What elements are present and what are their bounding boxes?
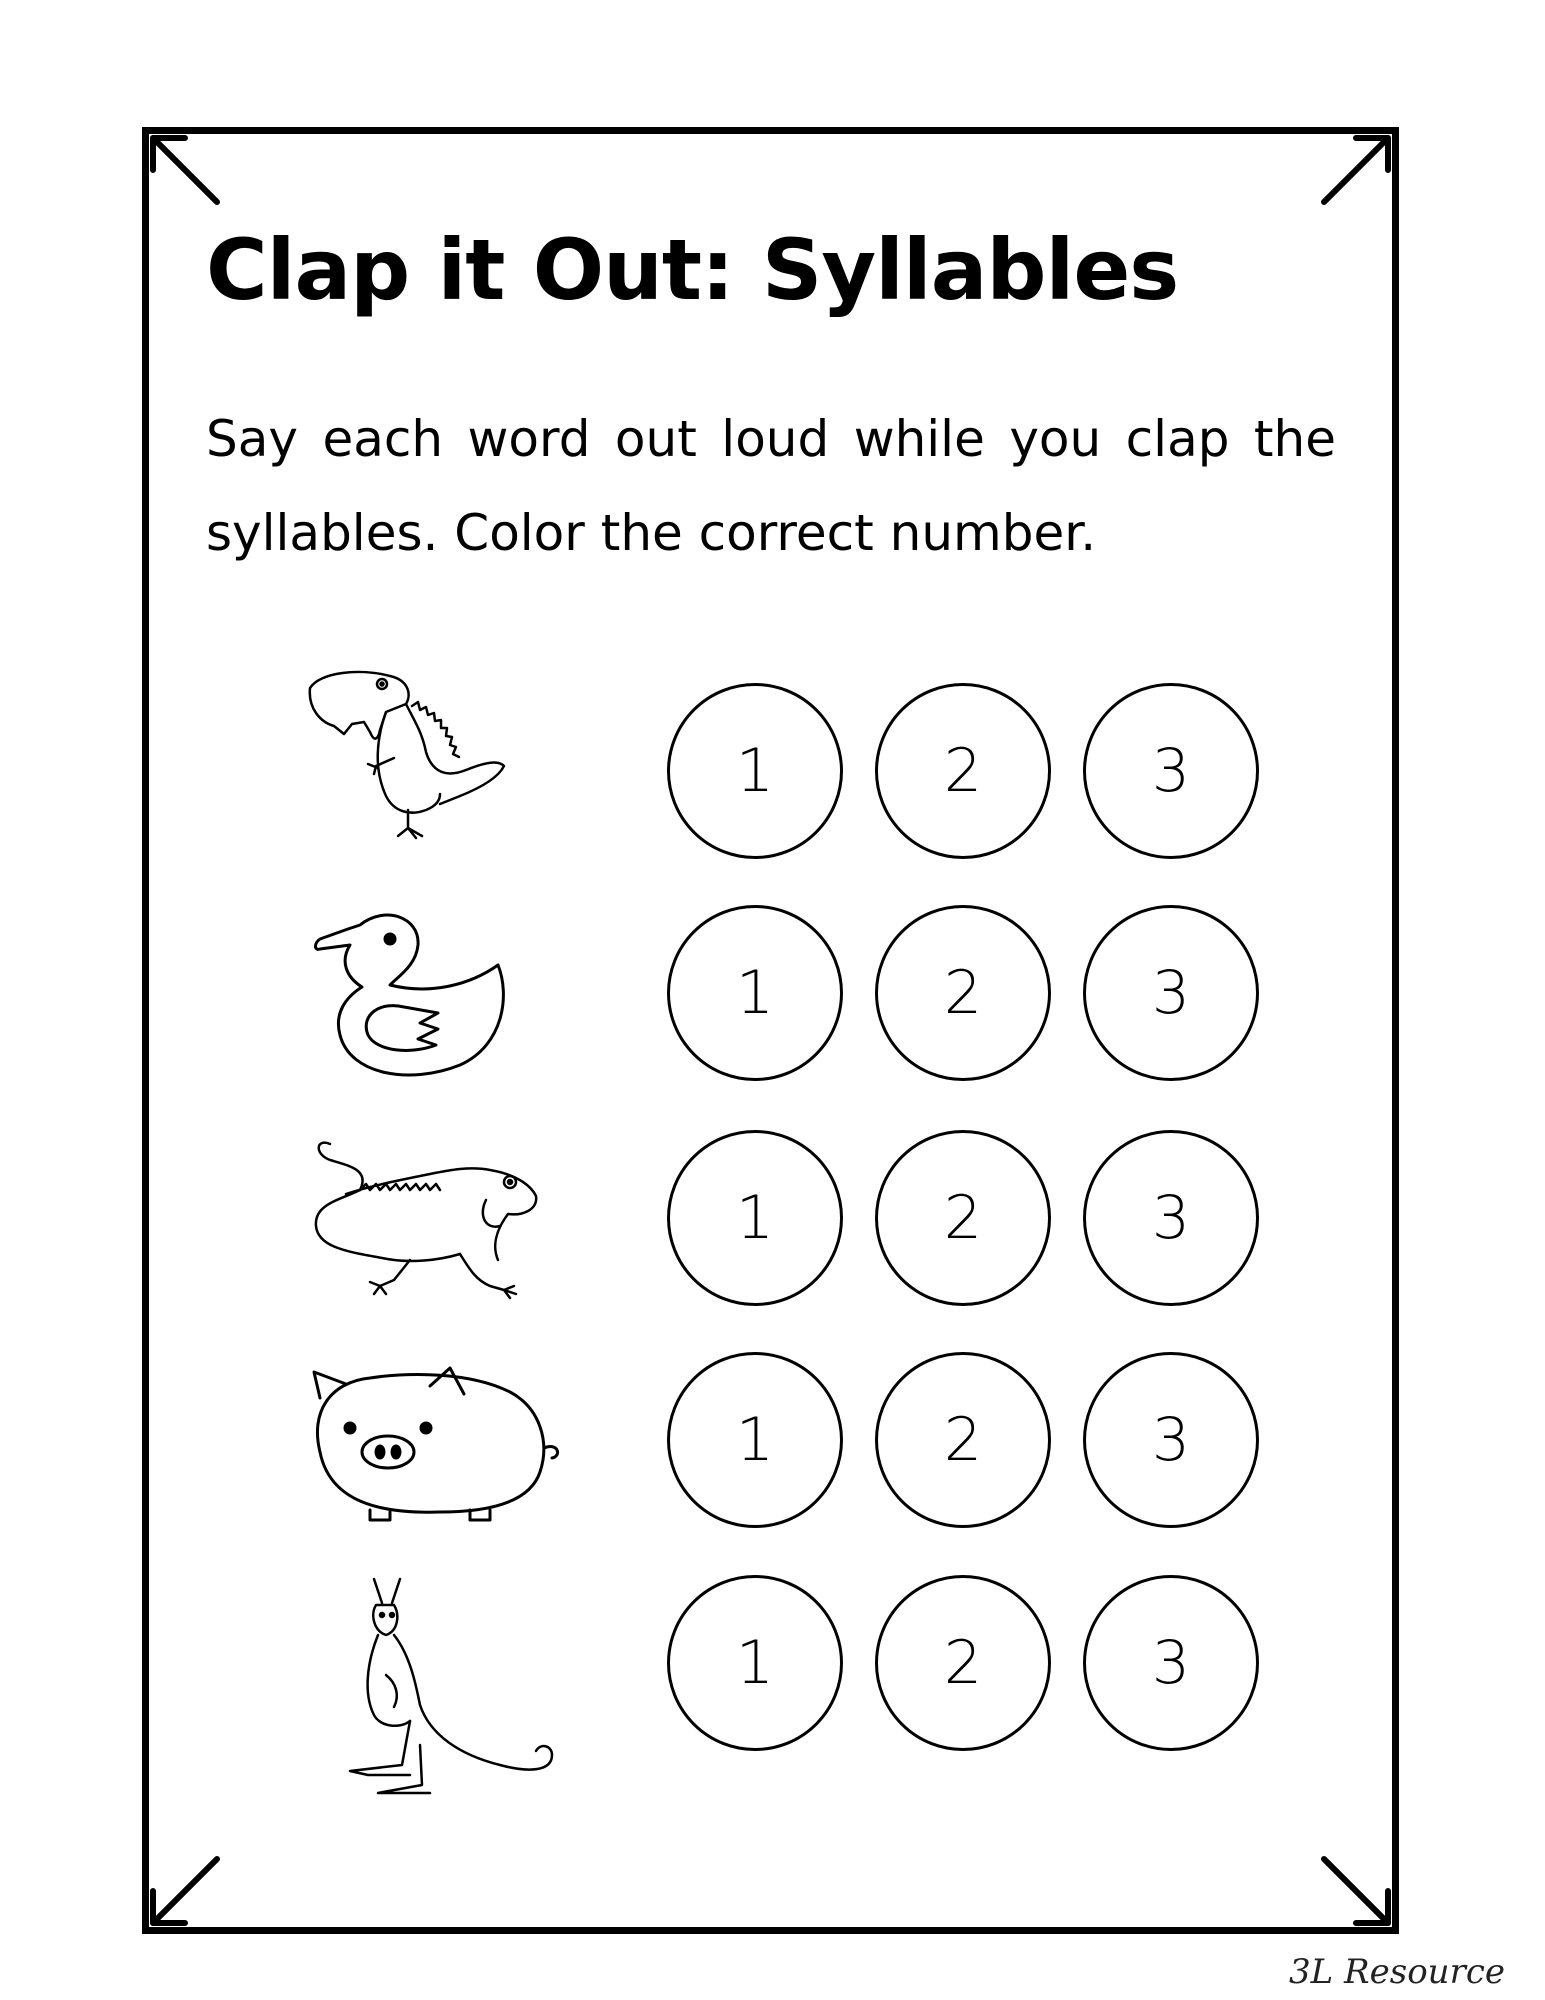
iguana-icon — [290, 1130, 610, 1320]
corner-arrow-icon — [145, 1851, 225, 1931]
brand-watermark: 3L Resource — [1289, 1952, 1505, 1992]
syllable-choice-1[interactable]: 1 — [667, 1575, 843, 1751]
syllable-choice-3[interactable]: 3 — [1083, 1352, 1259, 1528]
pig-icon — [290, 1352, 610, 1542]
syllable-choice-3[interactable]: 3 — [1083, 905, 1259, 1081]
kangaroo-icon — [290, 1575, 610, 1805]
syllable-choice-3[interactable]: 3 — [1083, 683, 1259, 859]
syllable-choice-1[interactable]: 1 — [667, 1352, 843, 1528]
syllable-choice-2[interactable]: 2 — [875, 683, 1051, 859]
syllable-choice-3[interactable]: 3 — [1083, 1575, 1259, 1751]
duck-icon — [290, 905, 610, 1095]
syllable-choice-1[interactable]: 1 — [667, 683, 843, 859]
syllable-choice-2[interactable]: 2 — [875, 1575, 1051, 1751]
syllable-row — [290, 1575, 1290, 1765]
syllable-choice-2[interactable]: 2 — [875, 905, 1051, 1081]
dinosaur-icon — [290, 660, 610, 850]
syllable-row — [290, 905, 1290, 1095]
corner-arrow-icon — [1316, 130, 1396, 210]
syllable-choice-1[interactable]: 1 — [667, 905, 843, 1081]
syllable-choice-2[interactable]: 2 — [875, 1352, 1051, 1528]
syllable-row — [290, 1130, 1290, 1320]
corner-arrow-icon — [145, 130, 225, 210]
worksheet-instructions: Say each word out loud while you clap the syllables. Color the correct number. — [206, 410, 1336, 562]
worksheet-title: Clap it Out: Syllables — [206, 221, 1179, 319]
corner-arrow-icon — [1316, 1851, 1396, 1931]
syllable-choice-3[interactable]: 3 — [1083, 1130, 1259, 1306]
syllable-row — [290, 660, 1290, 850]
syllable-choice-1[interactable]: 1 — [667, 1130, 843, 1306]
syllable-row — [290, 1352, 1290, 1542]
syllable-choice-2[interactable]: 2 — [875, 1130, 1051, 1306]
